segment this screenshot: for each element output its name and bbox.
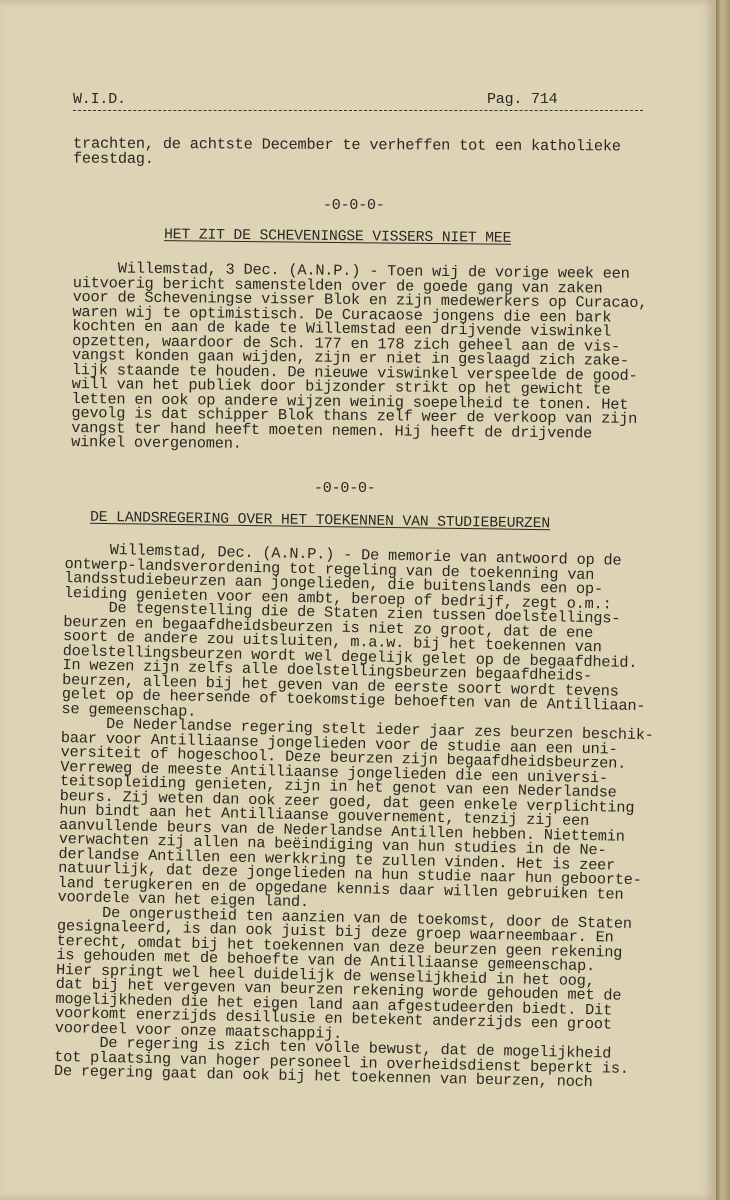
header-rule [73,110,643,111]
article-1-body: Willemstad, 3 Dec. (A.N.P.) - Toen wij de vorige week een uitvoerig bericht samenstelden over de goede gang van zaken voor de Scheveningse visser Blok en zijn medewerkers op Curacao, waren wij te optimistisch. De Curacaose jongens die een bark kochten en aan de kade te Willemstad een drijvende viswinkel opzetten, waardoor de Sch. 177 en 178 zich geheel aan de vis- vangst konden gaan wijden, zijn er niet in geslaagd zich zake- lijk staande te houden. De nieuwe viswinkel verspeelde de good- will van het publiek door bijzonder strikt op het gewicht te letten en ook op andere wijzen weinig soepelheid te tonen. Het gevolg is dat schipper Blok thans zelf weer de verkoop van zijn vangst ter hand heeft moeten nemen. Hij heeft de drijvende winkel overgenomen. [71,259,648,453]
page-header [73,93,643,113]
separator-2: -0-0-0- [314,480,376,497]
separator-1: -0-0-0- [323,197,385,214]
publication-code: W.I.D. [73,91,126,108]
article-2-heading: DE LANDSREGERING OVER HET TOEKENNEN VAN STUDIEBEURZEN [89,509,551,533]
intro-paragraph: trachten, de achtste December te verheffen tot een katholieke feestdag. [72,134,621,168]
page-number: Pag. 714 [487,91,558,108]
page-edge [716,0,730,1200]
article-2-body: Willemstad, Dec. (A.N.P.) - De memorie van antwoord op de ontwerp-landsverordening tot regeling van de toekenning van landsstudiebeurzen aan jongelieden, die buitenslands een op- leiding genieten voor een ambt, beroep of bedrijf, zegt o.m.: De tegenstelling die de Staten zien tussen doelstellings- beurzen en begaafdheidsbeurzen is niet zo groot, dat de ene soort de andere zou uitsluiten, m.a.w. bij het toekennen van doelstellingsbeurzen wordt wel degelijk gelet op de begaafdheid. In wezen zijn zelfs alle doelstellingsbeurzen begaafdheids- beurzen, alleen bij het geven van de eerste soort wordt tevens gelet op de heersende of toekomstige behoeften van de Antilliaan- se gemeenschap. De Nederlandse regering stelt ieder jaar zes beurzen beschik- baar voor Antilliaanse jongelieden voor de studie aan een uni- versiteit of hogeschool. Deze beurzen zijn begaafdheidsbeurzen. Verreweg de meeste Antilliaanse jongelieden die een universi- teitsopleiding genieten, zijn in het genot van een Nederlandse beurs. Zij weten dan ook zeer goed, dat geen enkele verplichting hun bindt aan het Antilliaanse gouvernement, tenzij zij een aanvullende beurs van de Nederlandse Antillen hebben. Niettemin verwachten zij allen na beëindiging van hun studies in de Ne- derlandse Antillen een werkkring te zullen vinden. Het is zeer natuurlijk, dat deze jongelieden na hun studie naar hun geboorte- land terugkeren en de opgedane kennis daar willen gebruiken ten voordele van het eigen land. De ongerustheid ten aanzien van de toekomst, door de Staten gesignaleerd, is dan ook juist bij deze groep waarneembaar. En terecht, omdat bij het toekennen van deze beurzen geen rekening is gehouden met de behoefte van de Antilliaanse gemeenschap. Hier springt wel heel duidelijk de wenselijkheid in het oog, dat bij het vergeven van beurzen rekening worde gehouden met de mogelijkheden die het eigen land aan afgestudeerden biedt. Dit voorkomt enerzijds desillusie en betekent anderzijds een groot voordeel voor onze maatschappij. De regering is zich ten volle bewust, dat de mogelijkheid tot plaatsing van hoger personeel in overheidsdienst beperkt is. De regering gaat dan ook bij het toekennen van beurzen, noch [53,540,654,1092]
article-1-heading: HET ZIT DE SCHEVENINGSE VISSERS NIET MEE [163,227,512,247]
